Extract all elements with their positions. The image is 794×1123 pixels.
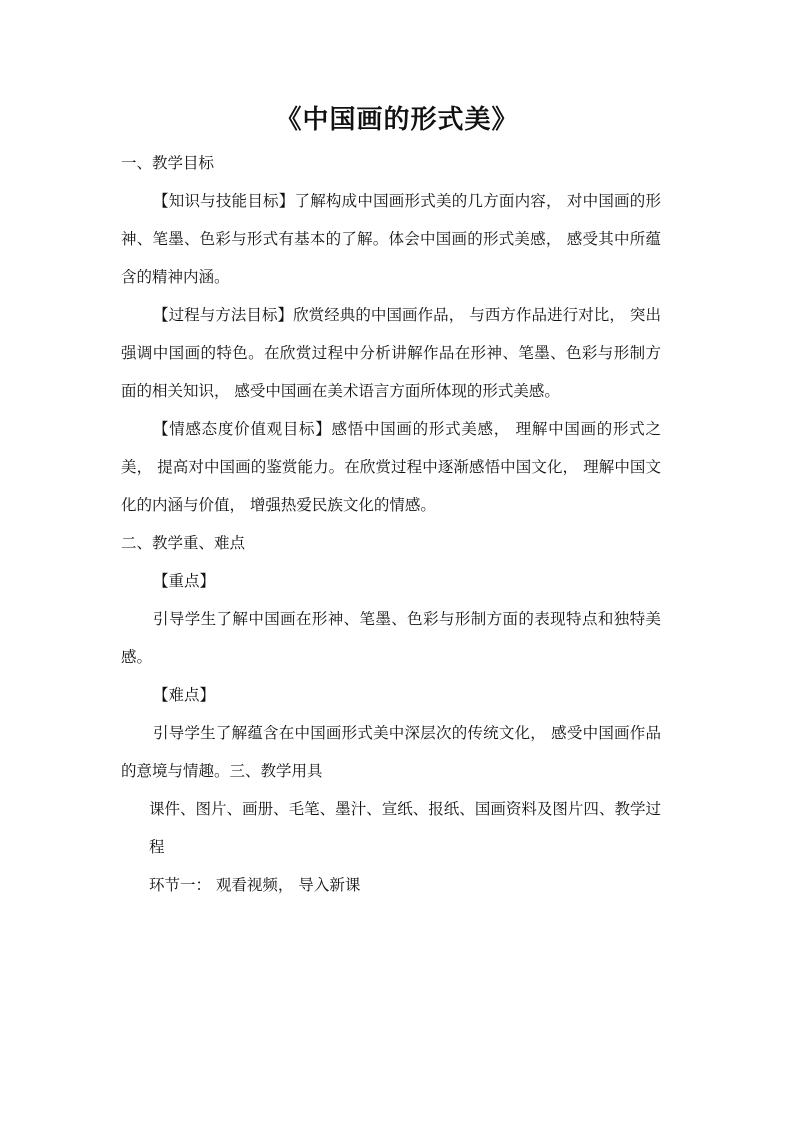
document-body xyxy=(121,144,661,904)
key-point-label: 【重点】 xyxy=(153,572,216,590)
section-heading-key-points: 二、教学重、难点 xyxy=(121,534,246,552)
difficulty-text: 引导学生了解蕴含在中国画形式美中深层次的传统文化， 感受中国画作品的意境与情趣。三、教学用具 xyxy=(121,724,661,780)
difficulty-label: 【难点】 xyxy=(153,686,216,704)
document-title: 《中国画的形式美》 xyxy=(275,105,519,135)
teaching-tools-text: 课件、图片、画册、毛笔、墨汁、宣纸、报纸、国画资料及图片四、教学过程 xyxy=(149,800,661,856)
paragraph-emotion-goal: 【情感态度价值观目标】感悟中国画的形式美感， 理解中国画的形式之美， 提高对中国画的鉴赏能力。在欣赏过程中逐渐感悟中国文化， 理解中国文化的内涵与价值， 增强热爱民族文化的情感。 xyxy=(121,420,661,514)
key-point-text: 引导学生了解中国画在形神、笔墨、色彩与形制方面的表现特点和独特美感。 xyxy=(121,610,661,666)
paragraph-knowledge-goal: 【知识与技能目标】了解构成中国画形式美的几方面内容， 对中国画的形神、笔墨、色彩与形式有基本的了解。体会中国画的形式美感， 感受其中所蕴含的精神内涵。 xyxy=(121,192,661,286)
lesson-step-one: 环节一： 观看视频， 导入新课 xyxy=(149,876,361,894)
paragraph-process-goal: 【过程与方法目标】欣赏经典的中国画作品， 与西方作品进行对比， 突出强调中国画的特色。在欣赏过程中分析讲解作品在形神、笔墨、色彩与形制方面的相关知识， 感受中国画在美术语言方面所体现的形式美感。 xyxy=(121,306,661,400)
section-heading-goals: 一、教学目标 xyxy=(121,154,215,172)
